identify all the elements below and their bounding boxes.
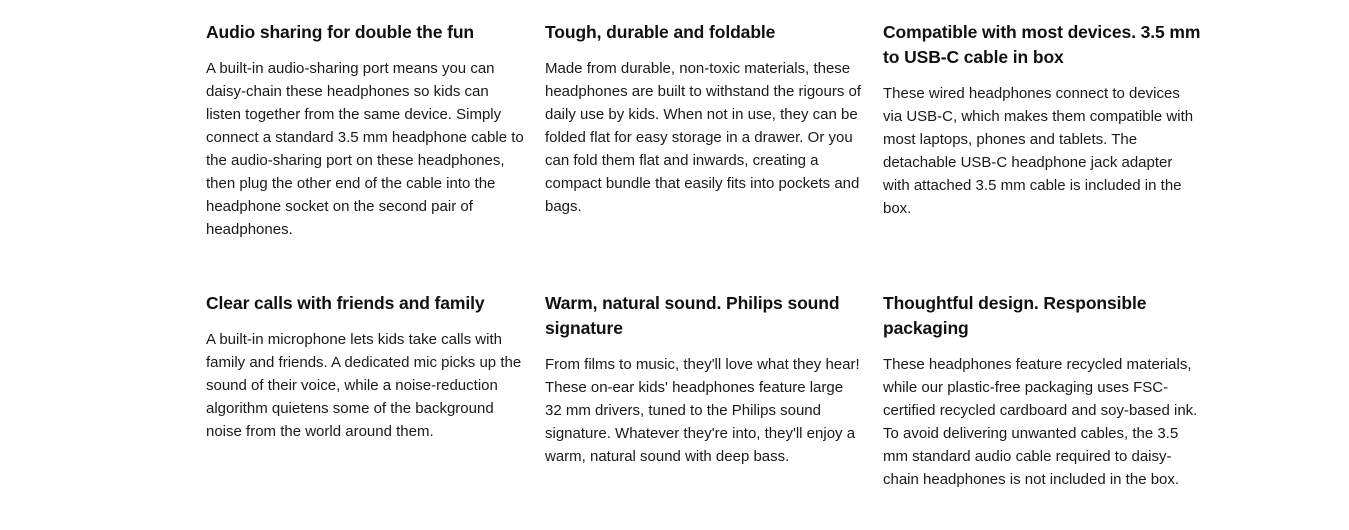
feature-responsible-packaging (883, 291, 1201, 491)
feature-clear-calls (206, 291, 524, 443)
feature-title: Warm, natural sound. Philips sound signature (545, 293, 840, 338)
feature-description: A built-in microphone lets kids take calls with family and friends. A dedicated mic picks up the sound of their voice, while a noise-reduction algorithm quietens some of the background noise from the world around them. (206, 331, 522, 440)
feature-audio-sharing (206, 20, 524, 241)
feature-description: These headphones feature recycled materials, while our plastic-free packaging uses FSC-certified recycled cardboard and soy-based ink. To avoid delivering unwanted cables, the 3.5 mm standard audio cable required to daisy-chain headphones is not included in the box. (883, 356, 1198, 488)
feature-description: Made from durable, non-toxic materials, these headphones are built to withstand the rigours of daily use by kids. When not in use, they can be folded flat for easy storage in a drawer. Or you can fold them flat and inwards, creating a compact bundle that easily fits into pockets and bags. (545, 60, 862, 215)
feature-grid (206, 0, 1206, 530)
feature-title: Audio sharing for double the fun (206, 22, 475, 42)
feature-compatibility (883, 20, 1201, 220)
feature-description: From films to music, they'll love what they hear! These on-ear kids' headphones feature large 32 mm drivers, tuned to the Philips sound signature. Whatever they're into, they'll enjoy a warm, natural sound with deep bass. (545, 356, 860, 465)
feature-description: These wired headphones connect to devices via USB-C, which makes them compatible with most laptops, phones and tablets. The detachable USB-C headphone jack adapter with attached 3.5 mm cable is included in the box. (883, 85, 1194, 217)
feature-title: Tough, durable and foldable (545, 22, 776, 42)
feature-description: A built-in audio-sharing port means you can daisy-chain these headphones so kids can listen together from the same device. Simply connect a standard 3.5 mm headphone cable to the audio-sharing port on these headphones, then plug the other end of the cable into the headphone socket on the second pair of headphones. (206, 60, 524, 238)
feature-title: Clear calls with friends and family (206, 293, 485, 313)
feature-durable-foldable (545, 20, 863, 218)
feature-natural-sound (545, 291, 863, 468)
feature-title: Compatible with most devices. 3.5 mm to USB-C cable in box (883, 22, 1201, 67)
feature-title: Thoughtful design. Responsible packaging (883, 293, 1147, 338)
